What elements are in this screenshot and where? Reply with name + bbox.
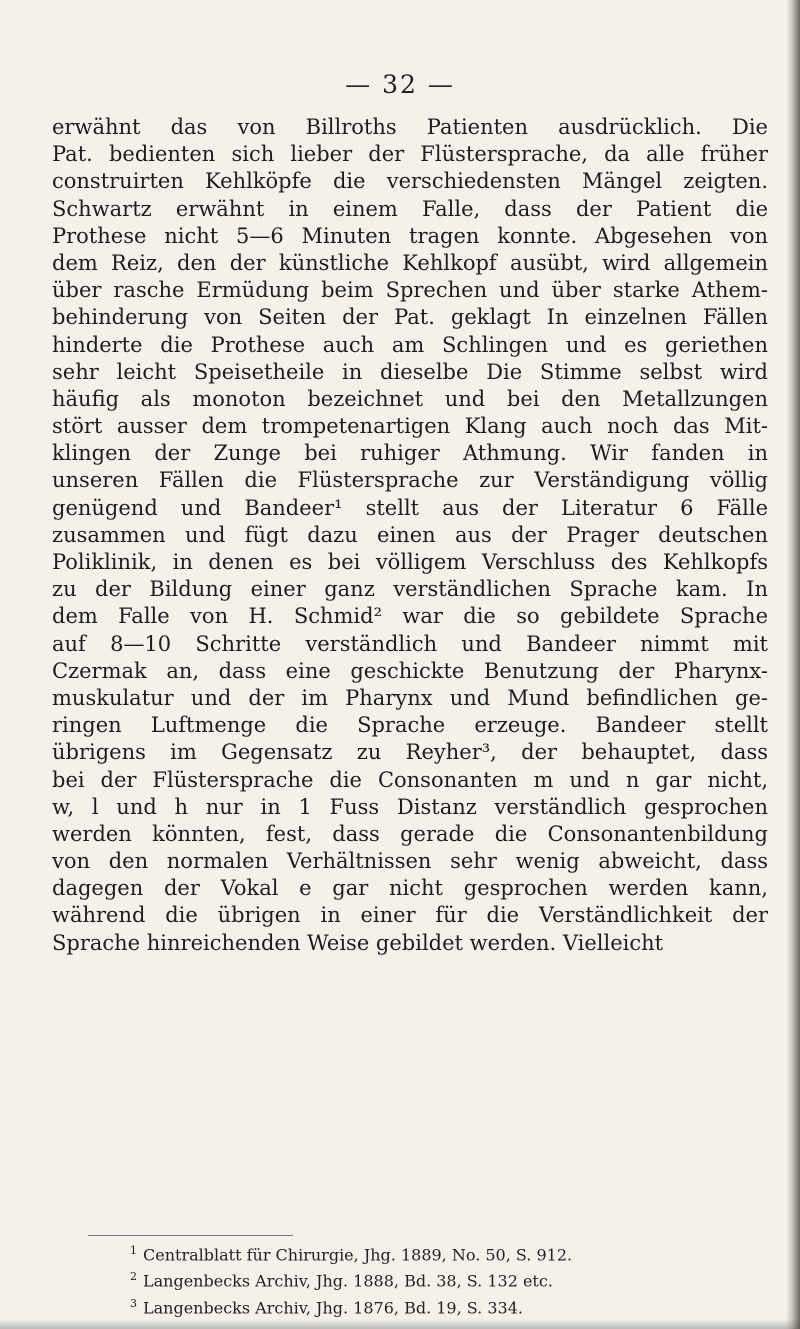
text-line: Czermak an, dass eine geschickte Benutzung der Pharynx- — [52, 658, 768, 683]
text-line: Poliklinik, in denen es bei völligem Verschluss des Kehlkopfs — [52, 550, 768, 574]
text-line: erwähnt das von Billroths Patienten ausdrücklich. Die — [52, 115, 768, 139]
footnote-2 — [52, 1266, 768, 1292]
text-line: genügend und Bandeer¹ stellt aus der Literatur 6 Fälle — [52, 495, 768, 520]
text-line: behinderung von Seiten der Pat. geklagt In einzelnen Fällen — [52, 305, 768, 330]
page-bottom-shadow — [0, 1319, 800, 1329]
text-line: ringen Luftmenge die Sprache erzeuge. Bandeer stellt — [52, 713, 768, 738]
page-number: — 32 — — [345, 70, 455, 99]
footnote-text: Centralblatt für Chirurgie, Jhg. 1889, No. 50, S. 912. — [143, 1245, 573, 1265]
footnote-mark: 1 — [130, 1244, 137, 1257]
text-line: Prothese nicht 5—6 Minuten tragen konnte. Abgesehen von — [52, 223, 768, 248]
footnote-mark: 2 — [130, 1270, 137, 1284]
text-line: hinderte die Prothese auch am Schlingen und es geriethen — [52, 332, 768, 357]
text-line: klingen der Zunge bei ruhiger Athmung. Wir fanden in — [52, 441, 768, 466]
text-line: dem Falle von H. Schmid² war die so gebildete Sprache — [52, 604, 768, 629]
page-edge-shadow — [786, 0, 800, 1329]
footnote-3 — [52, 1293, 768, 1319]
text-line: werden könnten, fest, dass gerade die Consonantenbildung — [52, 821, 768, 846]
footnote-text: Langenbecks Archiv, Jhg. 1888, Bd. 38, S. 132 etc. — [143, 1271, 553, 1291]
text-line: dagegen der Vokal e gar nicht gesprochen werden kann, — [52, 876, 768, 901]
text-line: Pat. bedienten sich lieber der Flüstersprache, da alle früher — [52, 142, 768, 167]
footnote-mark: 3 — [130, 1296, 137, 1310]
text-line: über rasche Ermüdung beim Sprechen und über starke Athem- — [52, 278, 768, 303]
text-line: während die übrigen in einer für die Verständlichkeit der — [52, 903, 768, 928]
text-line: zusammen und fügt dazu einen aus der Prager deutschen — [52, 522, 768, 547]
footnote-text: Langenbecks Archiv, Jhg. 1876, Bd. 19, S. 334. — [143, 1297, 523, 1317]
text-line: auf 8—10 Schritte verständlich und Bandeer nimmt mit — [52, 631, 768, 656]
footnote-divider — [88, 1235, 293, 1236]
text-line: stört ausser dem trompetenartigen Klang auch noch das Mit- — [52, 414, 768, 439]
text-line: übrigens im Gegensatz zu Reyher³, der behauptet, dass — [52, 740, 768, 765]
footnotes — [52, 1240, 768, 1319]
body-text — [52, 114, 768, 957]
footnote-1 — [52, 1240, 768, 1266]
text-line: sehr leicht Speisetheile in dieselbe Die Stimme selbst wird — [52, 359, 768, 384]
text-line: Sprache hinreichenden Weise gebildet werden. Vielleicht — [52, 930, 664, 955]
text-line: dem Reiz, den der künstliche Kehlkopf ausübt, wird allgemein — [52, 250, 768, 275]
text-line: von den normalen Verhältnissen sehr wenig abweicht, dass — [52, 849, 768, 874]
text-line: Schwartz erwähnt in einem Falle, dass der Patient die — [52, 196, 768, 221]
text-line: unseren Fällen die Flüstersprache zur Verständigung völlig — [52, 468, 768, 493]
text-line: bei der Flüstersprache die Consonanten m und n gar nicht, — [52, 767, 768, 792]
text-line: construirten Kehlköpfe die verschiedensten Mängel zeigten. — [52, 169, 768, 194]
text-line: häufig als monoton bezeichnet und bei den Metallzungen — [52, 386, 768, 411]
text-line: w, l und h nur in 1 Fuss Distanz verständlich gesprochen — [52, 794, 768, 819]
text-line: zu der Bildung einer ganz verständlichen Sprache kam. In — [52, 577, 768, 602]
text-line: muskulatur und der im Pharynx und Mund befindlichen ge- — [52, 685, 768, 710]
